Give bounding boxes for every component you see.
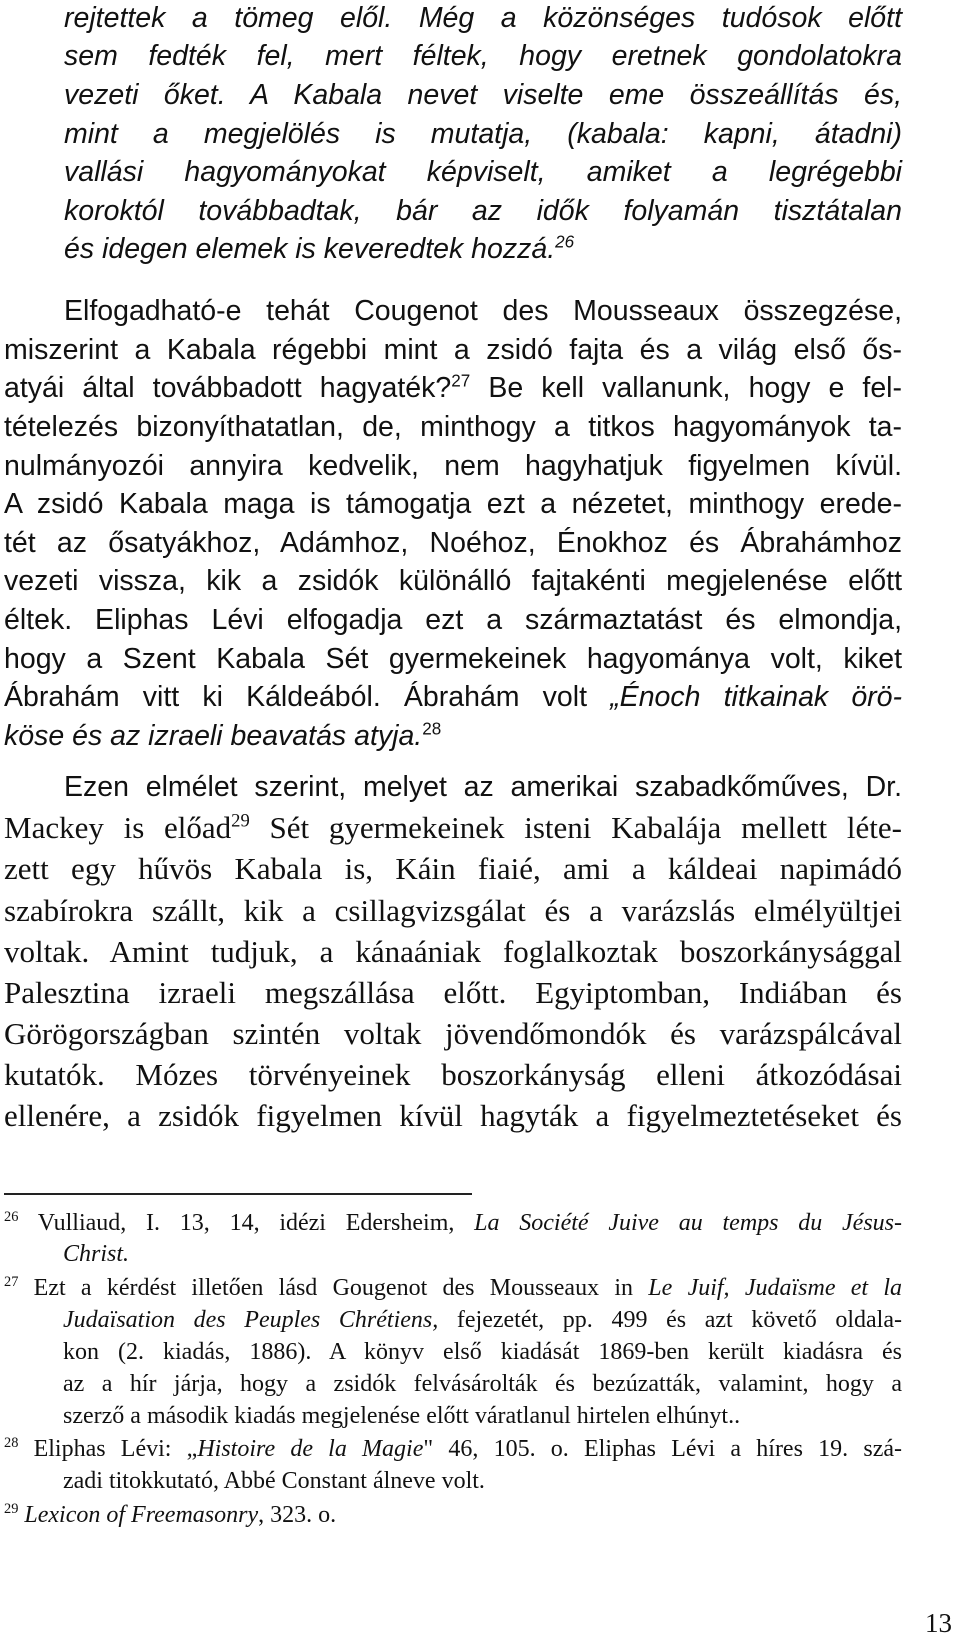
text-span: , 323. o. — [258, 1502, 337, 1528]
text-line: éltek. Eliphas Lévi elfogadja ezt a származtatást és elmondja, — [4, 604, 902, 636]
text-line: voltak. Amint tudjuk, a kánaániak foglalkoztak boszorkánysággal — [4, 934, 902, 969]
text-line: tét az ősatyákhoz, Adámhoz, Noéhoz, Énokhoz és Ábrahámhoz — [4, 527, 902, 559]
footnote-29 — [4, 1503, 336, 1527]
text-line: nulmányozói annyira kedvelik, nem hagyhatjuk figyelmen kívül. — [4, 450, 902, 482]
quote-span: köse és az izraeli beavatás atyja. — [4, 720, 423, 752]
text-line: rejtettek a tömeg elől. Még a közönséges tudósok előtt — [64, 2, 902, 34]
quote-span: „Énoch titkainak örö- — [610, 681, 903, 713]
text-span: atyái által továbbadott hagyaték? — [4, 372, 452, 404]
title-span: Le Juif, Judaïsme et la — [648, 1275, 902, 1301]
footnote-26 — [4, 1211, 902, 1235]
footnote-ref-26[interactable]: 26 — [555, 232, 575, 252]
text-line: zett egy hűvös Kabala is, Káin fiaié, ami a káldeai napimádó — [4, 851, 902, 886]
text-span: " 46, 105. o. Eliphas Lévi a híres 19. szá- — [423, 1436, 902, 1462]
text-line: hogy a Szent Kabala Sét gyermekeinek hagyománya volt, kiket — [4, 643, 902, 675]
text-span: Be kell vallanunk, hogy e fel- — [470, 372, 902, 404]
text-line: sem fedték fel, mert féltek, hogy eretnek gondolatokra — [64, 40, 902, 72]
text-line: Ezen elmélet szerint, melyet az amerikai szabadkőműves, Dr. — [64, 771, 902, 803]
footnote-number: 29 — [4, 1501, 19, 1517]
footnote-number: 26 — [4, 1209, 19, 1225]
title-span: Histoire de la Magie — [197, 1436, 424, 1462]
title-span: Lexicon of Freemasonry — [24, 1502, 259, 1528]
footnote-number: 27 — [4, 1274, 19, 1290]
text-line: mint a megjelölés is mutatja, (kabala: kapni, átadni) — [64, 118, 902, 150]
text-span: Sét gyermekeinek isteni Kabalája mellett léte- — [249, 810, 902, 845]
text-line: ellenére, a zsidók figyelmen kívül hagyták a figyelmeztetéseket és — [4, 1098, 902, 1133]
text-line: A zsidó Kabala maga is támogatja ezt a nézetet, minthogy erede- — [4, 488, 902, 520]
footnote-line: kon (2. kiadás, 1886). A könyv első kiadását 1869-ben került kiadásra és — [63, 1339, 902, 1365]
text-line: Elfogadható-e tehát Cougenot des Mousseaux összegzése, — [64, 295, 902, 327]
text-span: Ábrahám vitt ki Káldeából. Ábrahám volt — [4, 681, 611, 713]
page-number: 13 — [925, 1608, 952, 1638]
footnote-line: zadi titokkutató, Abbé Constant álneve volt. — [63, 1468, 485, 1494]
text-line: tételezés bizonyíthatatlan, de, minthogy a titkos hagyományok ta- — [4, 411, 902, 443]
footnote-line: Christ. — [63, 1241, 130, 1267]
text-span: Eliphas Lévi: „ — [18, 1436, 198, 1462]
text-span: Mackey is előad — [4, 810, 232, 845]
text-line: Palesztina izraeli megszállása előtt. Egyiptomban, Indiában és — [4, 975, 902, 1010]
text-line: koroktól továbbadtak, bár az idők folyamán tisztátalan — [64, 195, 902, 227]
footnote-separator — [4, 1193, 472, 1195]
text-line — [4, 719, 442, 752]
text-line — [4, 683, 902, 712]
text-line — [4, 812, 902, 843]
title-span: La Société Juive au temps du Jésus- — [474, 1210, 902, 1236]
text-span: Vulliaud, I. 13, 14, idézi Edersheim, — [18, 1210, 475, 1236]
text-line — [4, 371, 902, 404]
footnote-ref-27[interactable]: 27 — [451, 371, 471, 391]
text-line: kutatók. Mózes törvényeinek boszorkányság elleni átkozódásai — [4, 1057, 902, 1092]
text-span: Ezt a kérdést illetően lásd Gougenot des Mousseaux in — [18, 1275, 649, 1301]
text-span: és idegen elemek is keveredtek hozzá. — [64, 233, 556, 265]
text-line: vezeti vissza, kik a zsidók különálló fajtakénti megjelenése előtt — [4, 565, 902, 597]
footnote-ref-28[interactable]: 28 — [422, 719, 442, 739]
text-line: vallási hagyományokat képviselt, amiket a legrégebbi — [64, 156, 902, 188]
footnote-27 — [4, 1276, 902, 1300]
text-span: fejezetét, pp. 499 és azt követő oldala- — [438, 1307, 902, 1333]
footnote-28 — [4, 1437, 902, 1461]
footnote-line — [63, 1308, 902, 1332]
title-span: Judaïsation des Peuples Chrétiens, — [63, 1307, 439, 1333]
footnote-line: szerző a második kiadás megjelenése előtt váratlanul hirtelen elhúnyt.. — [63, 1403, 741, 1429]
text-line — [64, 232, 575, 265]
footnote-number: 28 — [4, 1435, 19, 1451]
text-line: szabírokra szállt, kik a csillagvizsgálat és a varázslás elmélyültjei — [4, 893, 902, 928]
text-line: vezeti őket. A Kabala nevet viselte eme összeállítás és, — [64, 79, 902, 111]
footnote-ref-29[interactable]: 29 — [231, 810, 250, 832]
footnote-line: az a hír járja, hogy a zsidók felvásárolták és bezúzatták, valamint, hogy a — [63, 1371, 902, 1397]
text-line: Görögországban szintén voltak jövendőmondók és varázspálcával — [4, 1016, 902, 1051]
text-line: miszerint a Kabala régebbi mint a zsidó fajta és a világ első ős- — [4, 334, 902, 366]
